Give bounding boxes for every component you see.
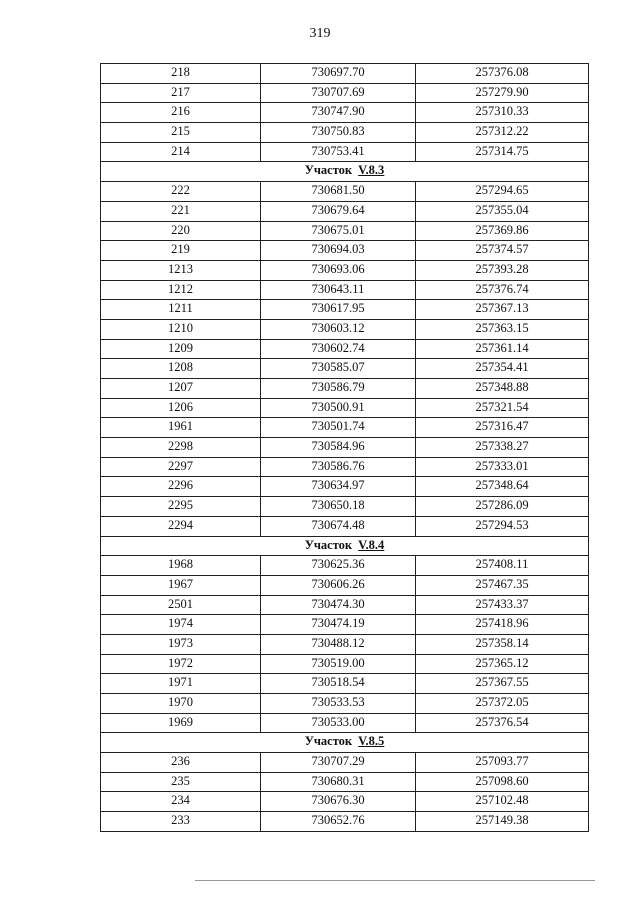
y-coordinate-cell: 257286.09 xyxy=(416,497,589,517)
table-row xyxy=(101,792,589,812)
x-coordinate-cell: 730634.97 xyxy=(261,477,416,497)
y-coordinate-cell: 257418.96 xyxy=(416,615,589,635)
y-coordinate-cell: 257348.88 xyxy=(416,379,589,399)
point-number-cell: 1961 xyxy=(101,418,261,438)
x-coordinate-cell: 730650.18 xyxy=(261,497,416,517)
y-coordinate-cell: 257408.11 xyxy=(416,556,589,576)
point-number-cell: 234 xyxy=(101,792,261,812)
y-coordinate-cell: 257354.41 xyxy=(416,359,589,379)
y-coordinate-cell: 257294.53 xyxy=(416,516,589,536)
point-number-cell: 217 xyxy=(101,83,261,103)
y-coordinate-cell: 257102.48 xyxy=(416,792,589,812)
y-coordinate-cell: 257393.28 xyxy=(416,260,589,280)
table-row xyxy=(101,575,589,595)
point-number-cell: 233 xyxy=(101,812,261,832)
y-coordinate-cell: 257310.33 xyxy=(416,103,589,123)
point-number-cell: 2501 xyxy=(101,595,261,615)
table-row xyxy=(101,201,589,221)
page-number: 319 xyxy=(309,26,331,41)
table-row xyxy=(101,654,589,674)
y-coordinate-cell: 257093.77 xyxy=(416,753,589,773)
point-number-cell: 218 xyxy=(101,64,261,84)
point-number-cell: 2294 xyxy=(101,516,261,536)
table-row xyxy=(101,359,589,379)
footer-rule xyxy=(195,880,595,881)
section-header-row xyxy=(101,162,589,182)
x-coordinate-cell: 730707.69 xyxy=(261,83,416,103)
y-coordinate-cell: 257312.22 xyxy=(416,123,589,143)
x-coordinate-cell: 730617.95 xyxy=(261,300,416,320)
section-header-cell xyxy=(101,536,589,556)
point-number-cell: 1973 xyxy=(101,634,261,654)
point-number-cell: 1972 xyxy=(101,654,261,674)
point-number-cell: 215 xyxy=(101,123,261,143)
y-coordinate-cell: 257355.04 xyxy=(416,201,589,221)
y-coordinate-cell: 257098.60 xyxy=(416,772,589,792)
y-coordinate-cell: 257279.90 xyxy=(416,83,589,103)
point-number-cell: 2298 xyxy=(101,438,261,458)
section-code: V.8.4 xyxy=(358,537,385,552)
section-code: V.8.3 xyxy=(358,163,385,178)
point-number-cell: 221 xyxy=(101,201,261,221)
x-coordinate-cell: 730750.83 xyxy=(261,123,416,143)
table-row xyxy=(101,674,589,694)
y-coordinate-cell: 257348.64 xyxy=(416,477,589,497)
table-row xyxy=(101,753,589,773)
table-row xyxy=(101,182,589,202)
table-row xyxy=(101,772,589,792)
table-row xyxy=(101,497,589,517)
point-number-cell: 220 xyxy=(101,221,261,241)
x-coordinate-cell: 730676.30 xyxy=(261,792,416,812)
point-number-cell: 1206 xyxy=(101,398,261,418)
x-coordinate-cell: 730675.01 xyxy=(261,221,416,241)
table-row xyxy=(101,123,589,143)
x-coordinate-cell: 730501.74 xyxy=(261,418,416,438)
point-number-cell: 219 xyxy=(101,241,261,261)
x-coordinate-cell: 730488.12 xyxy=(261,634,416,654)
table-row xyxy=(101,812,589,832)
point-number-cell: 1971 xyxy=(101,674,261,694)
table-row xyxy=(101,83,589,103)
point-number-cell: 1213 xyxy=(101,260,261,280)
x-coordinate-cell: 730586.76 xyxy=(261,457,416,477)
point-number-cell: 2297 xyxy=(101,457,261,477)
y-coordinate-cell: 257149.38 xyxy=(416,812,589,832)
x-coordinate-cell: 730533.00 xyxy=(261,713,416,733)
point-number-cell: 1969 xyxy=(101,713,261,733)
table-row xyxy=(101,438,589,458)
point-number-cell: 1974 xyxy=(101,615,261,635)
table-row xyxy=(101,379,589,399)
section-header-row xyxy=(101,733,589,753)
point-number-cell: 1210 xyxy=(101,319,261,339)
section-header-row xyxy=(101,536,589,556)
x-coordinate-cell: 730602.74 xyxy=(261,339,416,359)
section-header-cell xyxy=(101,162,589,182)
point-number-cell: 216 xyxy=(101,103,261,123)
y-coordinate-cell: 257376.54 xyxy=(416,713,589,733)
point-number-cell: 1207 xyxy=(101,379,261,399)
table-row xyxy=(101,694,589,714)
x-coordinate-cell: 730474.30 xyxy=(261,595,416,615)
x-coordinate-cell: 730533.53 xyxy=(261,694,416,714)
y-coordinate-cell: 257433.37 xyxy=(416,595,589,615)
x-coordinate-cell: 730643.11 xyxy=(261,280,416,300)
y-coordinate-cell: 257321.54 xyxy=(416,398,589,418)
table-row xyxy=(101,556,589,576)
point-number-cell: 1209 xyxy=(101,339,261,359)
table-row xyxy=(101,64,589,84)
x-coordinate-cell: 730680.31 xyxy=(261,772,416,792)
table-row xyxy=(101,713,589,733)
table-row xyxy=(101,221,589,241)
table-row xyxy=(101,418,589,438)
x-coordinate-cell: 730694.03 xyxy=(261,241,416,261)
section-label: Участок xyxy=(304,537,353,552)
table-row xyxy=(101,634,589,654)
x-coordinate-cell: 730585.07 xyxy=(261,359,416,379)
point-number-cell: 1970 xyxy=(101,694,261,714)
table-row xyxy=(101,103,589,123)
table-row xyxy=(101,319,589,339)
y-coordinate-cell: 257316.47 xyxy=(416,418,589,438)
point-number-cell: 2295 xyxy=(101,497,261,517)
section-label: Участок xyxy=(304,734,353,749)
y-coordinate-cell: 257369.86 xyxy=(416,221,589,241)
x-coordinate-cell: 730625.36 xyxy=(261,556,416,576)
x-coordinate-cell: 730652.76 xyxy=(261,812,416,832)
coordinates-table xyxy=(100,63,589,832)
y-coordinate-cell: 257365.12 xyxy=(416,654,589,674)
table-row xyxy=(101,477,589,497)
table-row xyxy=(101,339,589,359)
table-row xyxy=(101,615,589,635)
point-number-cell: 1211 xyxy=(101,300,261,320)
x-coordinate-cell: 730474.19 xyxy=(261,615,416,635)
table-row xyxy=(101,300,589,320)
y-coordinate-cell: 257372.05 xyxy=(416,694,589,714)
point-number-cell: 1967 xyxy=(101,575,261,595)
point-number-cell: 236 xyxy=(101,753,261,773)
coordinates-table-body xyxy=(101,64,589,832)
point-number-cell: 214 xyxy=(101,142,261,162)
y-coordinate-cell: 257363.15 xyxy=(416,319,589,339)
table-row xyxy=(101,398,589,418)
x-coordinate-cell: 730603.12 xyxy=(261,319,416,339)
y-coordinate-cell: 257361.14 xyxy=(416,339,589,359)
point-number-cell: 1208 xyxy=(101,359,261,379)
y-coordinate-cell: 257314.75 xyxy=(416,142,589,162)
y-coordinate-cell: 257374.57 xyxy=(416,241,589,261)
x-coordinate-cell: 730586.79 xyxy=(261,379,416,399)
point-number-cell: 1968 xyxy=(101,556,261,576)
x-coordinate-cell: 730519.00 xyxy=(261,654,416,674)
x-coordinate-cell: 730518.54 xyxy=(261,674,416,694)
y-coordinate-cell: 257376.08 xyxy=(416,64,589,84)
x-coordinate-cell: 730679.64 xyxy=(261,201,416,221)
point-number-cell: 222 xyxy=(101,182,261,202)
x-coordinate-cell: 730753.41 xyxy=(261,142,416,162)
x-coordinate-cell: 730707.29 xyxy=(261,753,416,773)
x-coordinate-cell: 730606.26 xyxy=(261,575,416,595)
y-coordinate-cell: 257294.65 xyxy=(416,182,589,202)
y-coordinate-cell: 257367.13 xyxy=(416,300,589,320)
table-row xyxy=(101,457,589,477)
y-coordinate-cell: 257338.27 xyxy=(416,438,589,458)
table-row xyxy=(101,280,589,300)
point-number-cell: 1212 xyxy=(101,280,261,300)
point-number-cell: 2296 xyxy=(101,477,261,497)
y-coordinate-cell: 257358.14 xyxy=(416,634,589,654)
table-row xyxy=(101,241,589,261)
y-coordinate-cell: 257467.35 xyxy=(416,575,589,595)
x-coordinate-cell: 730747.90 xyxy=(261,103,416,123)
x-coordinate-cell: 730697.70 xyxy=(261,64,416,84)
table-row xyxy=(101,516,589,536)
y-coordinate-cell: 257333.01 xyxy=(416,457,589,477)
section-header-cell xyxy=(101,733,589,753)
y-coordinate-cell: 257367.55 xyxy=(416,674,589,694)
table-row xyxy=(101,595,589,615)
x-coordinate-cell: 730674.48 xyxy=(261,516,416,536)
section-code: V.8.5 xyxy=(358,734,385,749)
table-row xyxy=(101,260,589,280)
table-row xyxy=(101,142,589,162)
section-label: Участок xyxy=(304,163,353,178)
point-number-cell: 235 xyxy=(101,772,261,792)
x-coordinate-cell: 730500.91 xyxy=(261,398,416,418)
x-coordinate-cell: 730584.96 xyxy=(261,438,416,458)
x-coordinate-cell: 730693.06 xyxy=(261,260,416,280)
x-coordinate-cell: 730681.50 xyxy=(261,182,416,202)
y-coordinate-cell: 257376.74 xyxy=(416,280,589,300)
